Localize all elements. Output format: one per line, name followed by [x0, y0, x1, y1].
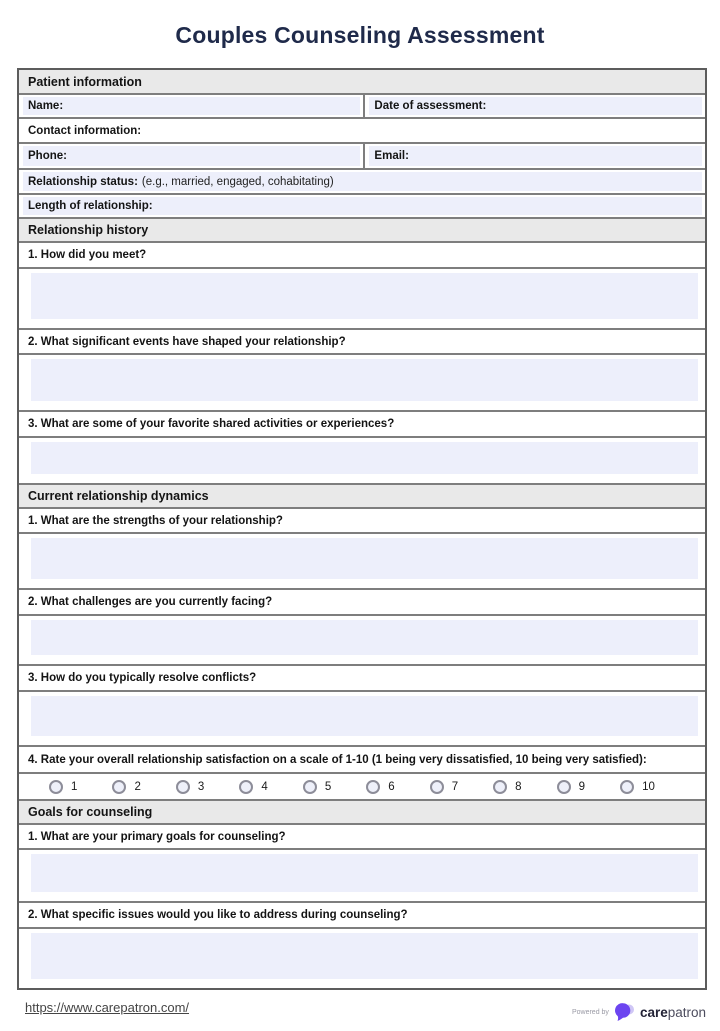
rating-option-2: [112, 780, 140, 794]
powered-by-badge: [572, 1001, 706, 1023]
email-label: Email:: [374, 150, 409, 162]
goals-answer-row-2: [19, 927, 705, 988]
date-cell: [365, 95, 705, 117]
section-header-current-dynamics: Current relationship dynamics: [19, 483, 705, 507]
name-date-row: [19, 93, 705, 117]
length-of-relationship-label: Length of relationship:: [28, 200, 153, 212]
phone-email-row: [19, 142, 705, 168]
rh-answer-box-2[interactable]: [31, 359, 698, 401]
cd-answer-box-3[interactable]: [31, 696, 698, 736]
length-of-relationship-field[interactable]: [23, 197, 702, 215]
rh-answer-row-2: [19, 353, 705, 410]
rh-answer-box-1[interactable]: [31, 273, 698, 319]
goals-answer-box-2[interactable]: [31, 933, 698, 979]
carepatron-wordmark: [640, 1005, 706, 1020]
rating-option-8: [493, 780, 521, 794]
rating-option-5: [303, 780, 331, 794]
rating-radio-3[interactable]: [176, 780, 190, 794]
rating-option-4: [239, 780, 267, 794]
name-label: Name:: [28, 100, 64, 112]
rh-question-1: 1. How did you meet?: [19, 241, 705, 267]
rating-label-9: 9: [578, 780, 586, 793]
rating-option-10: [620, 780, 655, 794]
rating-radio-1[interactable]: [49, 780, 63, 794]
rating-radio-8[interactable]: [493, 780, 507, 794]
relationship-status-row: [19, 168, 705, 193]
rating-radio-6[interactable]: [366, 780, 380, 794]
rating-radio-7[interactable]: [430, 780, 444, 794]
cd-question-3: 3. How do you typically resolve conflicts?: [19, 664, 705, 690]
goals-question-2: 2. What specific issues would you like to address during counseling?: [19, 901, 705, 927]
date-of-assessment-field[interactable]: [369, 97, 702, 115]
length-of-relationship-row: [19, 193, 705, 217]
rating-option-1: [49, 780, 77, 794]
cd-rating-question: 4. Rate your overall relationship satisfaction on a scale of 1-10 (1 being very dissatisfied, 10 being very satisfied):: [19, 745, 705, 772]
rating-option-3: [176, 780, 204, 794]
rating-label-8: 8: [515, 780, 522, 793]
cd-answer-row-1: [19, 532, 705, 588]
relationship-status-hint: (e.g., married, engaged, cohabitating): [141, 175, 334, 188]
name-field[interactable]: [23, 97, 360, 115]
rating-label-2: 2: [134, 780, 141, 793]
rating-radio-10[interactable]: [620, 780, 634, 794]
rating-label-4: 4: [261, 780, 268, 793]
rating-label-1: 1: [71, 780, 78, 793]
brand-care: care: [639, 1004, 668, 1020]
rh-answer-box-3[interactable]: [31, 442, 698, 474]
cd-question-2: 2. What challenges are you currently facing?: [19, 588, 705, 614]
rh-answer-row-1: [19, 267, 705, 328]
cd-answer-box-2[interactable]: [31, 620, 698, 655]
rating-option-7: [430, 780, 458, 794]
section-header-goals: Goals for counseling: [19, 799, 705, 823]
rating-label-10: 10: [642, 780, 655, 793]
carepatron-logo-icon: [614, 1001, 636, 1023]
relationship-status-field[interactable]: [23, 172, 702, 191]
rh-answer-row-3: [19, 436, 705, 483]
section-header-relationship-history: Relationship history: [19, 217, 705, 241]
assessment-form: [17, 68, 707, 990]
rating-radio-4[interactable]: [239, 780, 253, 794]
goals-answer-box-1[interactable]: [31, 854, 698, 892]
contact-information-label: Contact information:: [19, 117, 705, 142]
rating-label-7: 7: [451, 780, 459, 793]
rating-option-9: [557, 780, 585, 794]
rating-label-5: 5: [324, 780, 332, 793]
rating-label-6: 6: [388, 780, 395, 793]
rh-question-3: 3. What are some of your favorite shared activities or experiences?: [19, 410, 705, 436]
carepatron-link[interactable]: https://www.carepatron.com/: [25, 1000, 190, 1015]
email-field[interactable]: [369, 146, 702, 166]
brand-patron: patron: [667, 1004, 706, 1020]
rating-radio-2[interactable]: [112, 780, 126, 794]
section-header-patient-information: Patient information: [19, 70, 705, 93]
page-title: Couples Counseling Assessment: [175, 22, 545, 48]
phone-label: Phone:: [28, 150, 67, 162]
phone-field[interactable]: [23, 146, 360, 166]
powered-by-label: Powered by: [571, 1008, 609, 1016]
date-of-assessment-label: Date of assessment:: [374, 100, 487, 112]
cd-question-1: 1. What are the strengths of your relationship?: [19, 507, 705, 532]
rating-option-6: [366, 780, 394, 794]
goals-answer-row-1: [19, 848, 705, 901]
email-cell: [365, 144, 705, 168]
rating-radio-9[interactable]: [557, 780, 571, 794]
cd-answer-row-2: [19, 614, 705, 664]
rating-radio-5[interactable]: [303, 780, 317, 794]
phone-cell: [19, 144, 365, 168]
relationship-status-label: Relationship status:: [28, 175, 138, 188]
cd-answer-row-3: [19, 690, 705, 745]
rating-label-3: 3: [197, 780, 205, 793]
rating-scale-row: [19, 772, 705, 799]
rh-question-2: 2. What significant events have shaped your relationship?: [19, 328, 705, 353]
name-cell: [19, 95, 365, 117]
goals-question-1: 1. What are your primary goals for counseling?: [19, 823, 705, 848]
cd-answer-box-1[interactable]: [31, 538, 698, 579]
